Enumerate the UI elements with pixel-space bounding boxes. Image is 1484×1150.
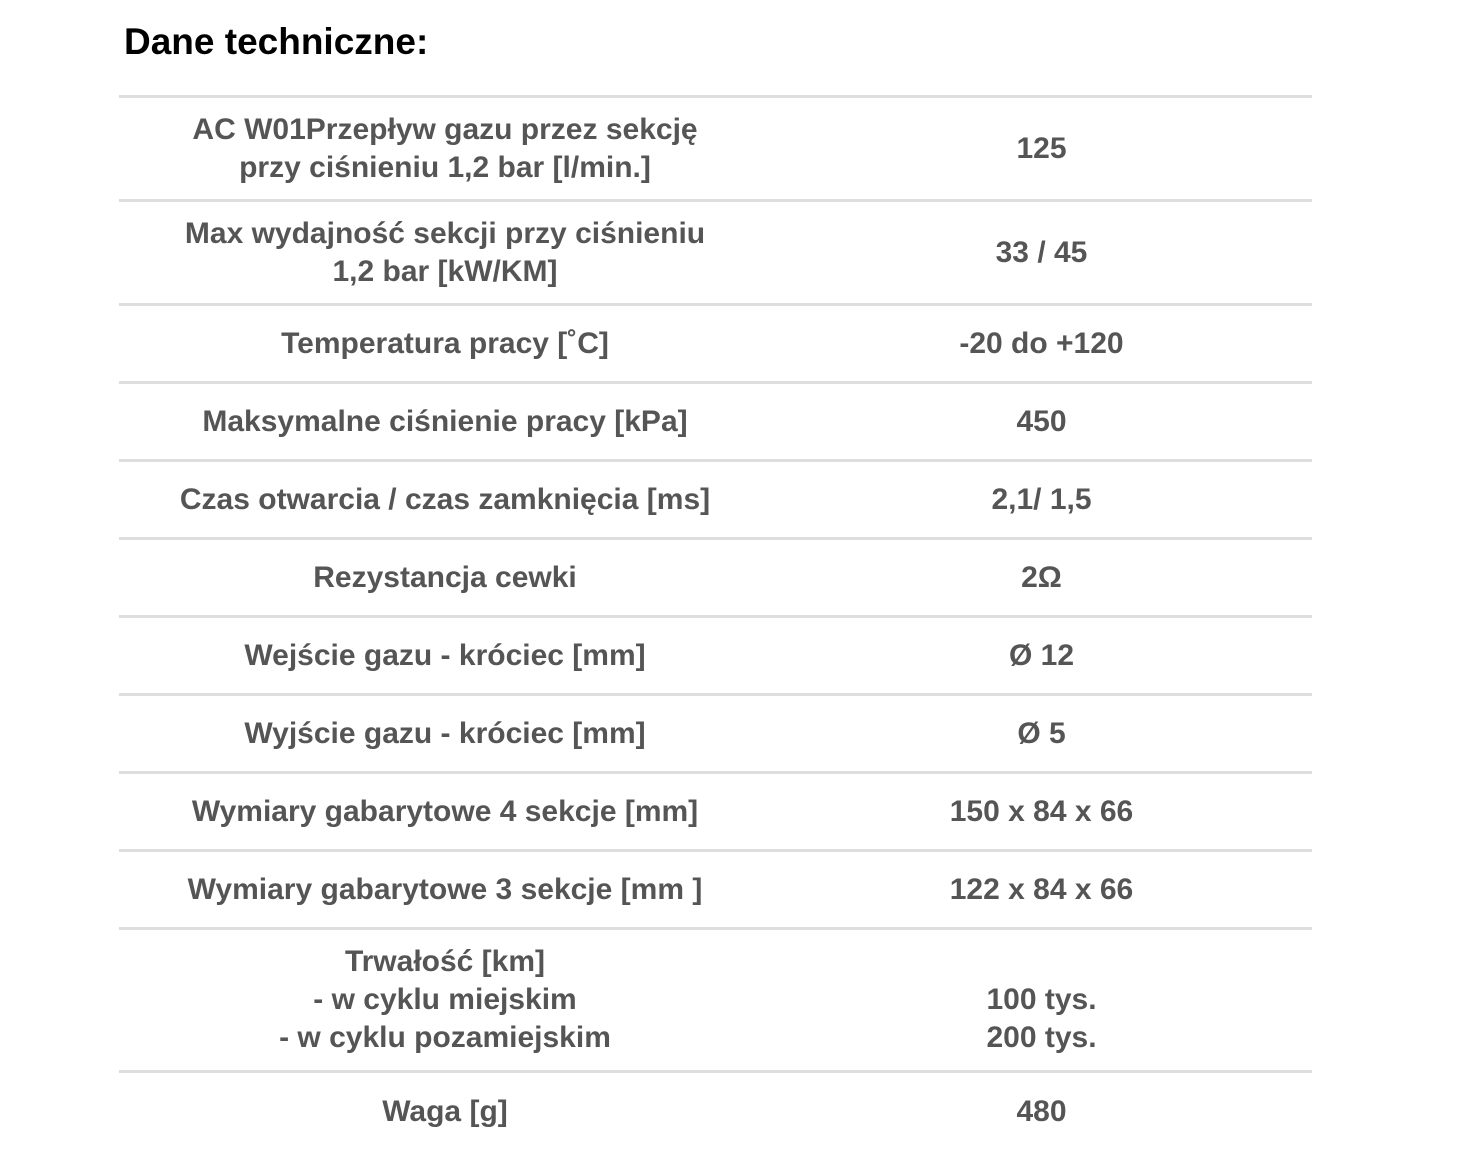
spec-label: Waga [g] bbox=[382, 1094, 508, 1128]
spec-table bbox=[119, 95, 1312, 1150]
spec-label: AC W01Przepływ gazu przez sekcję przy ciśnieniu 1,2 bar [l/min.] bbox=[192, 112, 698, 184]
table-row bbox=[119, 199, 1312, 303]
spec-value: 125 bbox=[1016, 131, 1067, 165]
spec-value: 122 x 84 x 66 bbox=[949, 872, 1134, 906]
spec-label: Rezystancja cewki bbox=[313, 560, 577, 594]
spec-value: Ø 5 bbox=[1017, 716, 1066, 750]
spec-label: Wymiary gabarytowe 4 sekcje [mm] bbox=[191, 794, 699, 828]
spec-value: 2Ω bbox=[1021, 560, 1062, 594]
table-row bbox=[119, 927, 1312, 1070]
table-row bbox=[119, 615, 1312, 693]
spec-value: 450 bbox=[1016, 404, 1067, 438]
spec-value: 480 bbox=[1016, 1094, 1067, 1128]
spec-value: 100 tys. 200 tys. bbox=[986, 983, 1097, 1054]
spec-label: Trwałość [km] - w cyklu miejskim - w cyklu pozamiejskim bbox=[279, 945, 611, 1054]
spec-label: Temperatura pracy [˚C] bbox=[281, 326, 609, 360]
table-row bbox=[119, 849, 1312, 927]
table-row bbox=[119, 303, 1312, 381]
spec-value: Ø 12 bbox=[1008, 638, 1075, 672]
spec-value: -20 do +120 bbox=[959, 326, 1124, 360]
spec-label: Wymiary gabarytowe 3 sekcje [mm ] bbox=[187, 872, 703, 906]
table-row bbox=[119, 771, 1312, 849]
table-row bbox=[119, 459, 1312, 537]
table-row bbox=[119, 95, 1312, 199]
spec-label: Czas otwarcia / czas zamknięcia [ms] bbox=[179, 482, 711, 516]
spec-label: Max wydajność sekcji przy ciśnieniu 1,2 bar [kW/KM] bbox=[184, 216, 706, 288]
table-row bbox=[119, 537, 1312, 615]
spec-label: Wyjście gazu - króciec [mm] bbox=[244, 716, 646, 750]
spec-value: 150 x 84 x 66 bbox=[949, 794, 1134, 828]
page-title: Dane techniczne: bbox=[124, 21, 429, 62]
table-row bbox=[119, 381, 1312, 459]
table-row bbox=[119, 693, 1312, 771]
spec-value: 2,1/ 1,5 bbox=[991, 482, 1092, 516]
spec-value: 33 / 45 bbox=[995, 235, 1088, 269]
table-row bbox=[119, 1070, 1312, 1150]
spec-label: Wejście gazu - króciec [mm] bbox=[244, 638, 646, 672]
spec-label: Maksymalne ciśnienie pracy [kPa] bbox=[202, 404, 688, 438]
